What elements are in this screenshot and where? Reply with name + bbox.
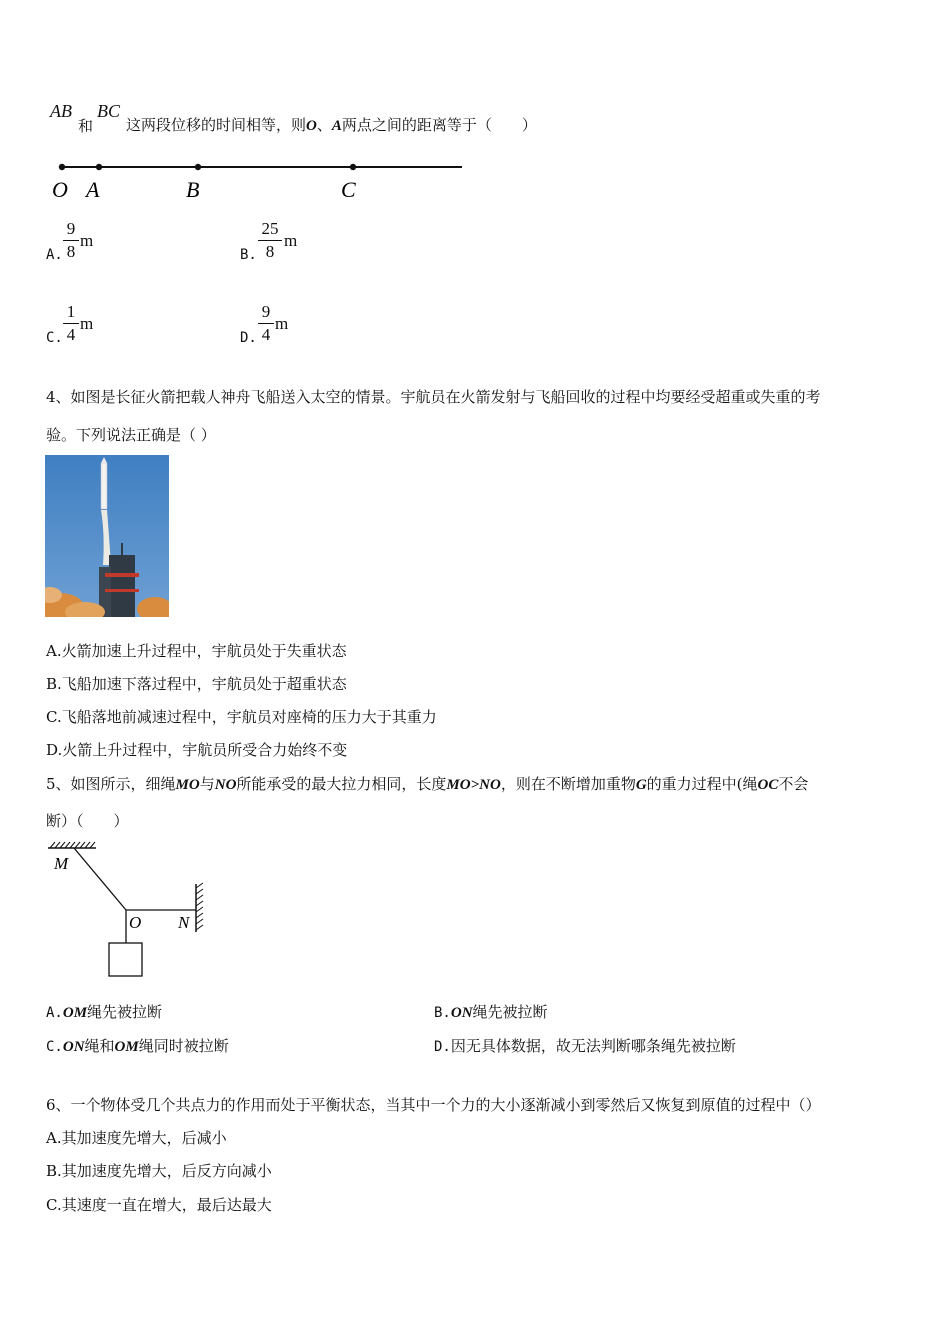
point-a: [96, 164, 102, 170]
label-o: O: [129, 913, 142, 932]
q4-stem-line1: 4、如图是长征火箭把载人神舟飞船送入太空的情景。宇航员在火箭发射与飞船回收的过程中均要经受超重或失重的考: [46, 388, 821, 406]
q3-option-c-unit: m: [80, 314, 94, 333]
q5-option-b: B.ON绳先被拉断: [434, 1003, 548, 1021]
wall-hatching: [196, 883, 203, 930]
point-c: [350, 164, 356, 170]
q3-option-a-unit: m: [80, 231, 94, 250]
q6-option-a: A.其加速度先增大，后减小: [46, 1129, 227, 1147]
label-b: B: [186, 177, 200, 202]
q6-option-b: B.其加速度先增大，后反方向减小: [46, 1162, 272, 1180]
tower-platform: [105, 573, 139, 577]
q4-stem-line2: 验。下列说法正确是（ ）: [46, 426, 216, 444]
point-b: [195, 164, 201, 170]
rocket-icon: [101, 463, 107, 509]
label-c: C: [341, 177, 356, 202]
launch-tower: [109, 555, 135, 617]
q3-option-d-fraction: 9 4: [258, 302, 274, 345]
q4-option-b: B.飞船加速下落过程中，宇航员处于超重状态: [46, 675, 347, 693]
q5-stem-line2: 断）（ ）: [46, 812, 129, 830]
label-o: O: [52, 177, 68, 202]
label-m: M: [54, 854, 69, 873]
q5-option-a: A.OM绳先被拉断: [46, 1003, 163, 1021]
label-a: A: [86, 177, 100, 202]
q5-option-d: D.因无具体数据，故无法判断哪条绳先被拉断: [434, 1037, 736, 1055]
and-text: 和: [78, 117, 94, 135]
rope-mo: [74, 848, 126, 910]
q3-option-a-fraction: 9 8: [63, 219, 79, 262]
q3-option-c-fraction: 1 4: [63, 302, 79, 345]
ceiling-hatching: [50, 842, 95, 848]
number-line-figure: [40, 150, 480, 210]
q3-option-a-letter: A.: [46, 247, 63, 263]
q3-option-b-unit: m: [284, 231, 298, 250]
q4-option-a: A.火箭加速上升过程中，宇航员处于失重状态: [46, 642, 347, 660]
q3-option-c-letter: C.: [46, 330, 63, 346]
q6-stem: 6、一个物体受几个共点力的作用而处于平衡状态，当其中一个力的大小逐渐减小到零然后又恢复到原值的过程中（）: [46, 1096, 821, 1114]
q5-option-c: C.ON绳和OM绳同时被拉断: [46, 1037, 229, 1055]
q5-stem-line1: 5、如图所示，细绳MO与NO所能承受的最大拉力相同，长度MO>NO，则在不断增加重物G的重力过程中(绳OC不会: [46, 775, 809, 793]
tower-platform-2: [105, 589, 139, 592]
rocket-launch-photo: [45, 455, 169, 617]
point-o: [59, 164, 65, 170]
bc-label: BC: [97, 101, 121, 121]
label-n: N: [178, 913, 190, 932]
q3-option-d-unit: m: [275, 314, 289, 333]
q3-option-d-letter: D.: [240, 330, 257, 346]
weight-box: [109, 943, 142, 976]
q6-option-c: C.其速度一直在增大，最后达最大: [46, 1196, 272, 1214]
ab-label: AB: [50, 101, 72, 121]
q4-option-c: C.飞船落地前减速过程中，宇航员对座椅的压力大于其重力: [46, 708, 437, 726]
q3-stem: 这两段位移的时间相等，则O、A两点之间的距离等于（ ）: [126, 116, 537, 134]
rope-diagram: [44, 838, 214, 984]
q3-option-b-fraction: 25 8: [258, 219, 282, 262]
q3-option-b-letter: B.: [240, 247, 257, 263]
q4-option-d: D.火箭上升过程中，宇航员所受合力始终不变: [46, 741, 348, 759]
